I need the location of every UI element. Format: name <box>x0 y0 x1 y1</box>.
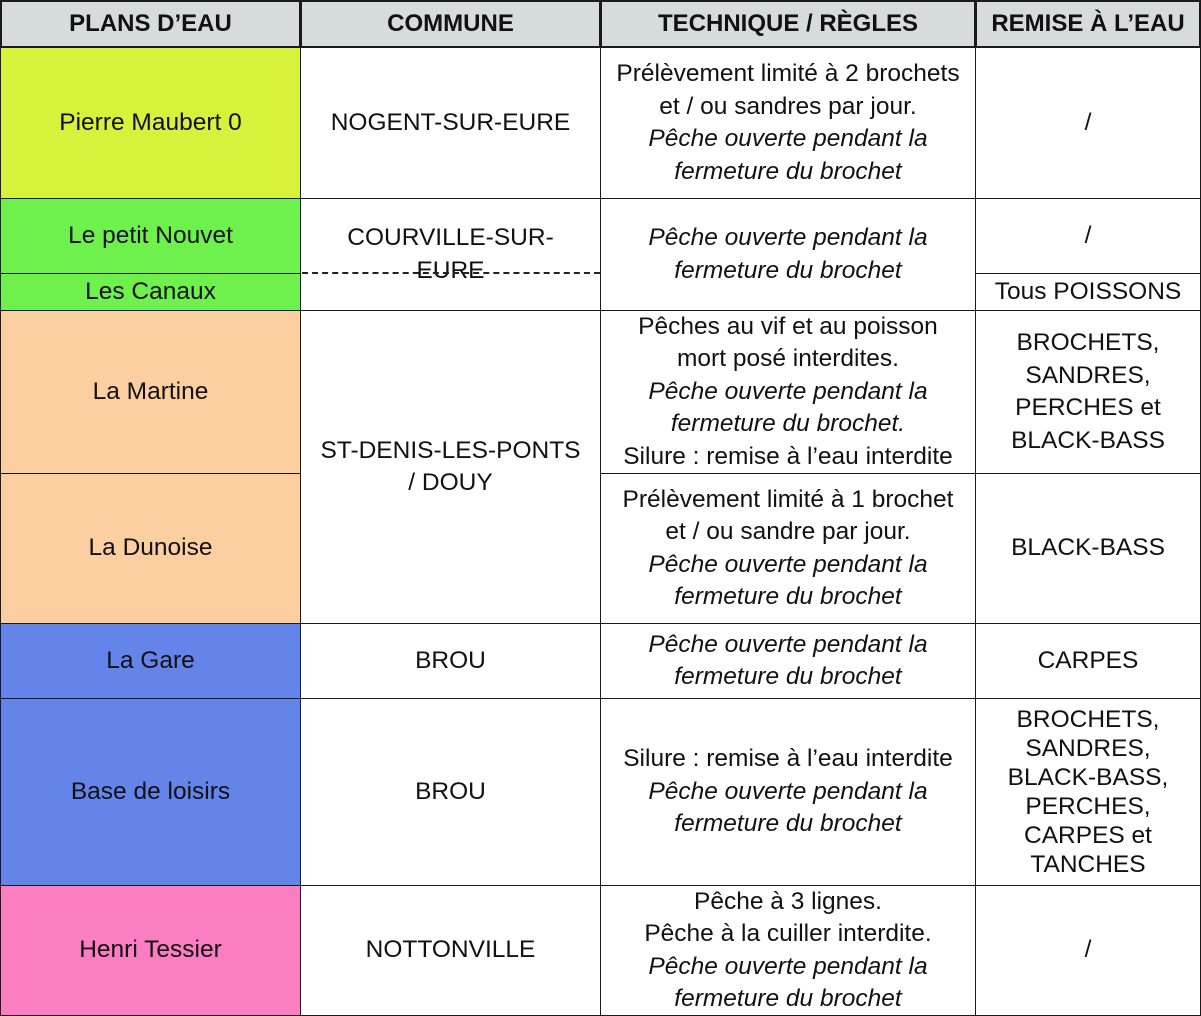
header-technique: TECHNIQUE / RÈGLES <box>600 0 976 48</box>
commune-line: BROU <box>415 646 486 674</box>
remise-cell <box>975 473 1201 624</box>
plan-cell: La Martine <box>0 310 301 474</box>
technique-line: fermeture du brochet. <box>670 410 906 438</box>
remise-cell <box>975 198 1201 274</box>
remise-line: BROCHETS, <box>1016 706 1160 733</box>
technique-line: Pêches au vif et au poisson <box>638 312 938 340</box>
technique-cell <box>600 47 976 199</box>
technique-line: Pêche ouverte pendant la <box>648 224 928 251</box>
technique-line: et / ou sandres par jour. <box>659 92 917 120</box>
technique-line: fermeture du brochet <box>674 583 902 610</box>
header-plans: PLANS D’EAU <box>0 0 301 48</box>
remise-line: CARPES et <box>1024 822 1152 849</box>
technique-line: Silure : remise à l’eau interdite <box>623 745 953 773</box>
remise-line: Tous POISSONS <box>994 277 1182 305</box>
technique-cell <box>600 310 976 474</box>
plan-cell: La Gare <box>0 623 301 699</box>
technique-line: mort posé interdites. <box>677 345 899 373</box>
technique-line: Pêche ouverte pendant la <box>648 777 928 805</box>
remise-line: BLACK-BASS, <box>1007 764 1169 791</box>
technique-line: Pêche ouverte pendant la <box>648 125 928 152</box>
commune-cell <box>300 198 601 311</box>
commune-line: COURVILLE-SUR- <box>347 224 554 251</box>
remise-line: / <box>1084 936 1092 964</box>
technique-line: fermeture du brochet <box>674 810 902 838</box>
plan-cell: Base de loisirs <box>0 698 301 886</box>
header-remise: REMISE À L’EAU <box>975 0 1201 48</box>
commune-cell <box>300 47 601 199</box>
commune-line: EURE <box>416 256 485 284</box>
commune-line: NOGENT-SUR-EURE <box>330 108 571 136</box>
remise-cell <box>975 698 1201 886</box>
commune-cell <box>300 698 601 886</box>
remise-line: SANDRES, <box>1025 735 1151 762</box>
technique-cell <box>600 473 976 624</box>
remise-line: / <box>1084 108 1092 136</box>
remise-line: TANCHES <box>1030 851 1146 878</box>
technique-line: Pêche ouverte pendant la <box>648 630 928 658</box>
remise-line: PERCHES, <box>1025 793 1151 820</box>
plan-cell: La Dunoise <box>0 473 301 624</box>
commune-line: NOTTONVILLE <box>365 936 536 964</box>
technique-line: Pêche à 3 lignes. <box>694 887 882 915</box>
commune-cell <box>300 623 601 699</box>
remise-cell <box>975 885 1201 1016</box>
plan-cell: Henri Tessier <box>0 885 301 1016</box>
technique-line: Pêche ouverte pendant la <box>648 550 928 578</box>
dashed-divider <box>302 272 600 274</box>
technique-line: Pêche à la cuiller interdite. <box>644 920 932 947</box>
header-commune: COMMUNE <box>300 0 601 48</box>
plan-cell: Le petit Nouvet <box>0 198 301 274</box>
technique-cell <box>600 698 976 886</box>
technique-line: Prélèvement limité à 2 brochets <box>616 60 960 87</box>
technique-line: Pêche ouverte pendant la <box>648 952 928 980</box>
technique-cell <box>600 885 976 1016</box>
remise-line: / <box>1084 221 1092 249</box>
commune-cell <box>300 310 601 624</box>
remise-line: CARPES <box>1037 646 1139 674</box>
technique-line: Pêche ouverte pendant la <box>648 377 928 405</box>
remise-line: BLACK-BASS <box>1011 534 1165 562</box>
technique-cell <box>600 623 976 699</box>
technique-line: fermeture du brochet <box>674 663 902 690</box>
commune-cell <box>300 885 601 1016</box>
technique-line: fermeture du brochet <box>674 985 902 1012</box>
remise-cell <box>975 623 1201 699</box>
technique-line: fermeture du brochet <box>674 157 902 185</box>
technique-line: et / ou sandre par jour. <box>665 518 911 545</box>
plan-cell: Les Canaux <box>0 273 301 311</box>
commune-line: / DOUY <box>408 469 493 496</box>
remise-cell <box>975 310 1201 474</box>
remise-line: BLACK-BASS <box>1011 426 1165 454</box>
remise-cell <box>975 273 1201 311</box>
technique-line: fermeture du brochet <box>674 256 902 284</box>
technique-line: Prélèvement limité à 1 brochet <box>622 485 954 513</box>
commune-line: BROU <box>415 777 486 805</box>
remise-line: BROCHETS, <box>1016 329 1160 356</box>
plan-cell: Pierre Maubert 0 <box>0 47 301 199</box>
commune-line: ST-DENIS-LES-PONTS <box>320 436 581 464</box>
remise-cell <box>975 47 1201 199</box>
technique-line: Silure : remise à l’eau interdite <box>623 442 953 470</box>
technique-cell <box>600 198 976 311</box>
remise-line: PERCHES et <box>1015 394 1161 421</box>
remise-line: SANDRES, <box>1025 361 1151 389</box>
